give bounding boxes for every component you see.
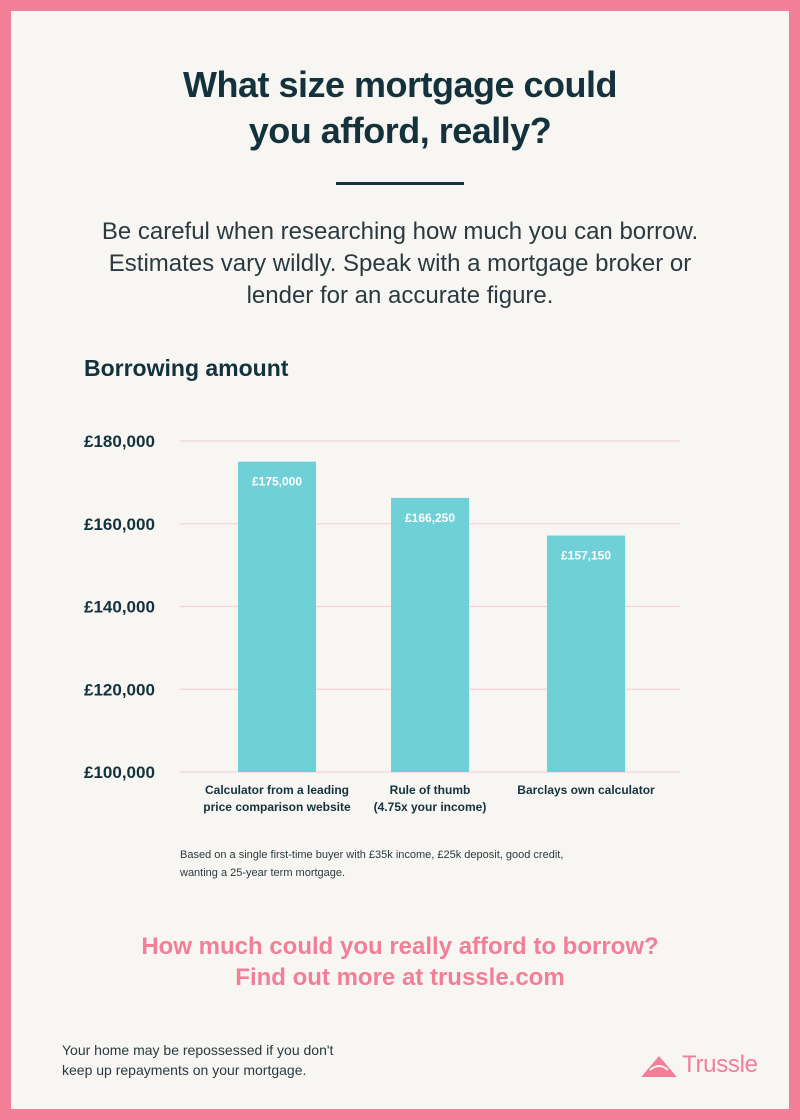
- x-tick-label: (4.75x your income): [373, 800, 487, 814]
- y-tick-label: £140,000: [84, 597, 155, 617]
- chart-title: Borrowing amount: [84, 355, 289, 381]
- trussle-roof-icon: [640, 1052, 678, 1078]
- x-tick-label: price comparison website: [203, 800, 351, 814]
- y-tick-label: £120,000: [84, 680, 155, 700]
- y-tick-label: £180,000: [84, 432, 155, 451]
- brand-name: Trussle: [682, 1051, 758, 1078]
- bar-value-label: £166,250: [404, 510, 456, 525]
- bar: [391, 498, 469, 772]
- bar: [238, 462, 316, 772]
- y-tick-label: £100,000: [84, 763, 155, 782]
- y-tick-label: £160,000: [84, 514, 155, 534]
- intro-text: Be careful when researching how much you can borrow. Estimates vary wildly. Speak with a mortgage broker or lender for an accurate figure.: [101, 218, 699, 309]
- x-tick-label: Rule of thumb: [389, 783, 471, 797]
- x-tick-label: Barclays own calculator: [517, 783, 655, 797]
- bar: [547, 536, 625, 772]
- x-tick-label: Calculator from a leading: [204, 783, 350, 797]
- repossession-disclaimer: Your home may be repossessed if you don't keep up repayments on your mortgage.: [62, 1042, 334, 1078]
- page-title: What size mortgage could you afford, really?: [182, 64, 618, 151]
- chart-footnote: Based on a single first-time buyer with £35k income, £25k deposit, good credit, wanting a 25-year term mortgage.: [180, 849, 564, 879]
- bar-value-label: £175,000: [251, 474, 303, 489]
- trussle-logo: [640, 1048, 758, 1082]
- call-to-action: How much could you really afford to borrow? Find out more at trussle.com: [141, 933, 659, 991]
- bar-value-label: £157,150: [560, 548, 612, 563]
